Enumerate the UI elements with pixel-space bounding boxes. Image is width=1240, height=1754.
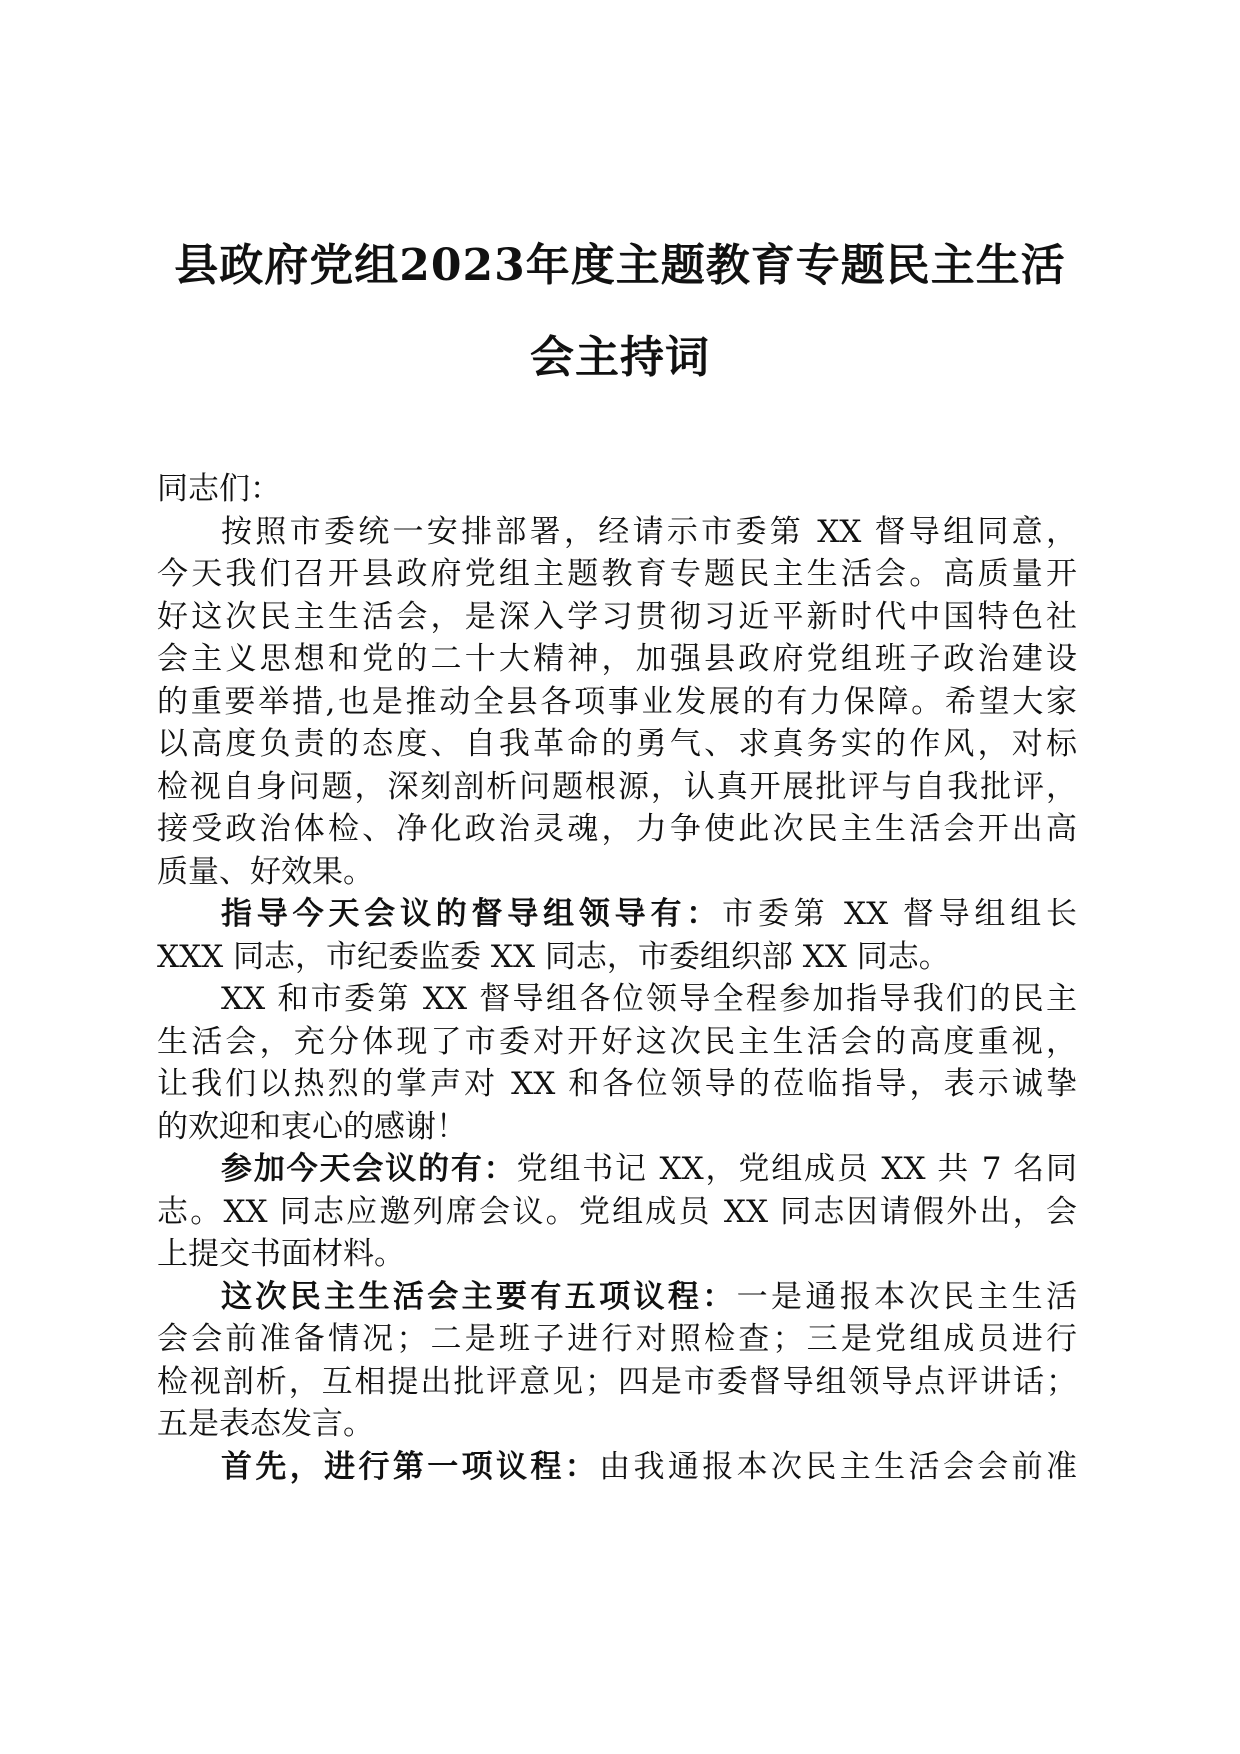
paragraph-4-line: 上提交书面材料。 bbox=[157, 1236, 405, 1272]
paragraph-2-line: XXX 同志，市纪委监委 XX 同志，市委组织部 XX 同志。 bbox=[157, 938, 950, 975]
paragraph-4-line bbox=[157, 1148, 1077, 1191]
paragraph-3-line: XX 和市委第 XX 督导组各位领导全程参加指导我们的民主 bbox=[221, 981, 1077, 1017]
paragraph-5-lead: 这次民主生活会主要有五项议程： bbox=[221, 1278, 737, 1315]
paragraph-3-line: 让我们以热烈的掌声对 XX 和各位领导的莅临指导，表示诚挚 bbox=[157, 1066, 1077, 1102]
salutation: 同志们： bbox=[157, 471, 281, 507]
paragraph-5-line: 会会前准备情况；二是班子进行对照检查；三是党组成员进行 bbox=[157, 1321, 1077, 1357]
paragraph-6-lead: 首先，进行第一项议程： bbox=[221, 1448, 600, 1485]
paragraph-5-line bbox=[157, 1276, 1077, 1319]
paragraph-4-line: 志。XX 同志应邀列席会议。党组成员 XX 同志因请假外出，会 bbox=[157, 1193, 1077, 1230]
paragraph-5-line: 五是表态发言。 bbox=[157, 1406, 374, 1442]
paragraph-1-line: 会主义思想和党的二十大精神，加强县政府党组班子政治建设 bbox=[157, 641, 1077, 677]
paragraph-2-lead: 指导今天会议的督导组领导有： bbox=[221, 896, 723, 932]
paragraph-2-text: 市委第 XX 督导组组长 bbox=[722, 896, 1077, 932]
paragraph-5-text: 一是通报本次民主生活 bbox=[736, 1278, 1077, 1315]
paragraph-2-line bbox=[157, 893, 1077, 936]
paragraph-5-line: 检视剖析，互相提出批评意见；四是市委督导组领导点评讲话； bbox=[157, 1363, 1077, 1400]
paragraph-1-line: 以高度负责的态度、自我革命的勇气、求真务实的作风，对标 bbox=[157, 726, 1077, 762]
paragraph-3-line: 生活会，充分体现了市委对开好这次民主生活会的高度重视， bbox=[157, 1023, 1077, 1060]
paragraph-1-line: 今天我们召开县政府党组主题教育专题民主生活会。高质量开 bbox=[157, 556, 1077, 592]
paragraph-6-text: 由我通报本次民主生活会会前准 bbox=[599, 1448, 1077, 1485]
paragraph-1-line: 接受政治体检、净化政治灵魂，力争使此次民主生活会开出高 bbox=[157, 811, 1077, 847]
paragraph-1-line: 检视自身问题，深刻剖析问题根源，认真开展批评与自我批评， bbox=[157, 768, 1077, 805]
document-body bbox=[157, 468, 1077, 1488]
paragraph-1-line: 的重要举措,也是推动全县各项事业发展的有力保障。希望大家 bbox=[157, 683, 1077, 720]
paragraph-1-line: 好这次民主生活会，是深入学习贯彻习近平新时代中国特色社 bbox=[157, 598, 1077, 635]
paragraph-4-lead: 参加今天会议的有： bbox=[221, 1151, 517, 1187]
title-line-2: 会主持词 bbox=[530, 332, 710, 383]
title-line-1: 县政府党组2023年度主题教育专题民主生活 bbox=[174, 240, 1066, 291]
paragraph-1-line: 按照市委统一安排部署，经请示市委第 XX 督导组同意， bbox=[221, 513, 1077, 550]
paragraph-3-line: 的欢迎和衷心的感谢！ bbox=[157, 1108, 467, 1145]
paragraph-4-text: 党组书记 XX，党组成员 XX 共 7 名同 bbox=[516, 1151, 1078, 1187]
paragraph-1-line: 质量、好效果。 bbox=[157, 853, 374, 890]
document-title bbox=[150, 220, 1090, 404]
paragraph-6-line bbox=[157, 1446, 1077, 1489]
